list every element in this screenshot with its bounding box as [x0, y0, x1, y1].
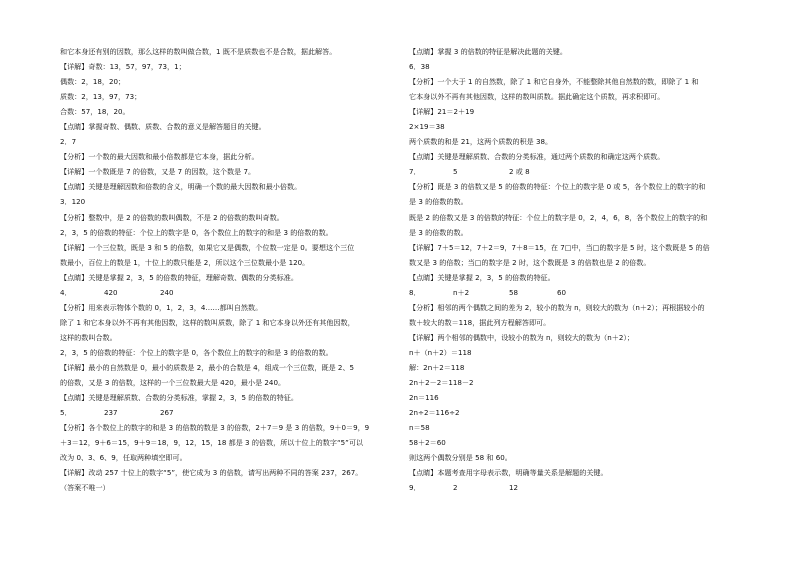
- text-line: 改为 0、3、6、9，任取两种填空即可。: [60, 453, 187, 463]
- text-line: n＋（n＋2）＝118: [409, 347, 472, 357]
- text-line: 数最小，百位上的数是 1，十位上的数只能是 2，所以这个三位数最小是 120。: [60, 257, 310, 267]
- text-line: 3．120: [60, 197, 86, 207]
- text-line: 【点睛】掌握 3 的倍数的特征是解决此题的关键。: [409, 47, 567, 56]
- answer-v2: 267: [160, 408, 174, 418]
- text-line: 2n＝116: [409, 393, 439, 403]
- text-line: （答案不唯一）: [60, 483, 110, 493]
- text-line: 则这两个偶数分别是 58 和 60。: [409, 453, 512, 463]
- text-line: 除了 1 和它本身以外不再有其他因数，这样的数叫质数，除了 1 和它本身以外还有其他因数，: [60, 317, 355, 327]
- text-line: 【分析】既是 3 的倍数又是 5 的倍数的特征：个位上的数字是 0 或 5，各个数位上的数字的和: [409, 182, 706, 192]
- right-column: [409, 44, 753, 495]
- text-line: 【点睛】关键是理解因数和倍数的含义，明确一个数的最大因数和最小倍数。: [60, 182, 302, 192]
- text-line: 数＋较大的数＝118，据此列方程解答即可。: [409, 317, 551, 327]
- text-line: 【分析】各个数位上的数字的和是 3 的倍数的数是 3 的倍数，2＋7＝9 是 3 的倍数，9＋0＝9，9: [60, 423, 370, 433]
- answer-line: [60, 285, 404, 300]
- answer-v2: 2 或 8: [509, 167, 530, 177]
- answer-v1: 237: [104, 408, 118, 418]
- text-line: 【点睛】掌握奇数、偶数、质数、合数的意义是解答题目的关键。: [60, 122, 266, 132]
- text-line: 这样的数叫合数。: [60, 332, 117, 342]
- text-line: 【分析】整数中，是 2 的倍数的数叫偶数，不是 2 的倍数的数叫奇数。: [60, 212, 284, 222]
- text-line: 【详解】最小的自然数是 0，最小的质数是 2，最小的合数是 4，组成一个三位数，既是 2、5: [60, 362, 355, 372]
- text-line: 解：2n＋2＝118: [409, 362, 465, 372]
- text-line: 【详解】一个三位数，既是 3 和 5 的倍数，如果它又是偶数，个位数一定是 0。要想这个三位: [60, 242, 355, 252]
- text-line: 6．38: [409, 62, 430, 72]
- text-line: 2n＋2－2＝118－2: [409, 378, 474, 388]
- text-line: 【点睛】关键是理解质数、合数的分类标准，通过两个质数的和确定这两个质数。: [409, 152, 665, 162]
- text-line: 既是 2 的倍数又是 3 的倍数的特征：个位上的数字是 0，2，4，6，8，各个数位上的数字的和: [409, 212, 708, 222]
- text-line: 两个质数的和是 21，这两个质数的积是 38。: [409, 137, 553, 147]
- text-line: 【详解】一个数既是 7 的倍数，又是 7 的因数，这个数是 7。: [60, 167, 256, 177]
- answer-v3: 60: [557, 287, 567, 297]
- answer-v2: 58: [509, 287, 519, 297]
- text-line: 【点睛】本题考查用字母表示数，明确等量关系是解题的关键。: [409, 468, 608, 478]
- text-line: 【分析】用来表示物体个数的 0，1，2，3，4……都叫自然数。: [60, 302, 263, 312]
- answer-v2: 12: [509, 483, 519, 493]
- text-line: 2，3，5 的倍数的特征：个位上的数字是 0，各个数位上的数字的和是 3 的倍数的数。: [60, 227, 333, 237]
- text-line: 【详解】两个相邻的偶数中，设较小的数为 n，则较大的数为（n＋2）；: [409, 332, 635, 342]
- text-line: 偶数：2，18，20；: [60, 77, 126, 87]
- text-line: 数又是 3 的倍数；当□的数字是 2 时，这个数既是 3 的倍数也是 2 的倍数。: [409, 257, 651, 267]
- answer-line: [409, 480, 753, 495]
- text-line: 的倍数，又是 3 的倍数，这样的一个三位数最大是 420，最小是 240。: [60, 378, 286, 388]
- answer-line: [60, 405, 404, 420]
- text-line: 【点睛】关键是理解质数、合数的分类标准，掌握 2，3，5 的倍数的特征。: [60, 393, 298, 403]
- answer-line: [409, 164, 753, 179]
- text-line: 【详解】奇数：13，57，97，73，1；: [60, 62, 186, 72]
- text-line: 2×19＝38: [409, 122, 445, 132]
- text-line: 【详解】改动 257 十位上的数字“5”，使它成为 3 的倍数，请写出两种不同的答案 237，267。: [60, 468, 363, 478]
- text-line: 它本身以外不再有其他因数，这样的数叫质数。据此确定这个质数，再求积即可。: [409, 92, 665, 102]
- answer-num: 9．: [409, 483, 421, 493]
- text-line: 2．7: [60, 137, 77, 147]
- answer-v1: 2: [453, 483, 458, 493]
- left-column: [60, 44, 404, 495]
- text-line: 是 3 的倍数的数。: [409, 197, 468, 207]
- text-line: 和它本身还有别的因数，那么这样的数叫做合数，1 既不是质数也不是合数，据此解答。: [60, 47, 337, 56]
- text-line: 【分析】一个大于 1 的自然数，除了 1 和它自身外，不能整除其他自然数的数，即除了 1 和: [409, 77, 699, 87]
- text-line: n＝58: [409, 423, 430, 433]
- answer-v1: n＋2: [453, 287, 470, 297]
- text-line: 【详解】21＝2＋19: [409, 107, 475, 117]
- text-line: 2，3，5 的倍数的特征：个位上的数字是 0，各个数位上的数字的和是 3 的倍数的数。: [60, 347, 333, 357]
- answer-num: 7．: [409, 167, 421, 177]
- text-line: 2n÷2＝116÷2: [409, 408, 460, 418]
- answer-line: [409, 285, 753, 300]
- answer-num: 8．: [409, 287, 421, 297]
- answer-num: 5．: [60, 408, 72, 418]
- text-line: ＋3＝12，9＋6＝15，9＋9＝18，9，12，15，18 都是 3 的倍数，所以十位上的数字“5”可以: [60, 438, 364, 448]
- answer-v1: 5: [453, 167, 458, 177]
- text-line: 【点睛】关键是掌握 2，3，5 的倍数的特征，理解奇数、偶数的分类标准。: [60, 272, 298, 282]
- answer-num: 4．: [60, 287, 72, 297]
- text-line: 【分析】一个数的最大因数和最小倍数都是它本身，据此分析。: [60, 152, 259, 162]
- text-line: 质数：2，13，97，73；: [60, 92, 142, 102]
- answer-v2: 240: [160, 287, 174, 297]
- text-line: 是 3 的倍数的数。: [409, 227, 468, 237]
- text-line: 合数：57，18，20。: [60, 107, 130, 117]
- text-line: 【分析】相邻的两个偶数之间的差为 2，较小的数为 n，则较大的数为（n＋2）；再根据较小的: [409, 302, 705, 312]
- answer-v1: 420: [104, 287, 118, 297]
- text-line: 58＋2＝60: [409, 438, 446, 448]
- text-line: 【点睛】关键是掌握 2，3，5 的倍数的特征。: [409, 272, 555, 282]
- text-line: 【详解】7＋5＝12，7＋2＝9，7＋8＝15，在 7□中，当□的数字是 5 时，这个数既是 5 的倍: [409, 242, 710, 252]
